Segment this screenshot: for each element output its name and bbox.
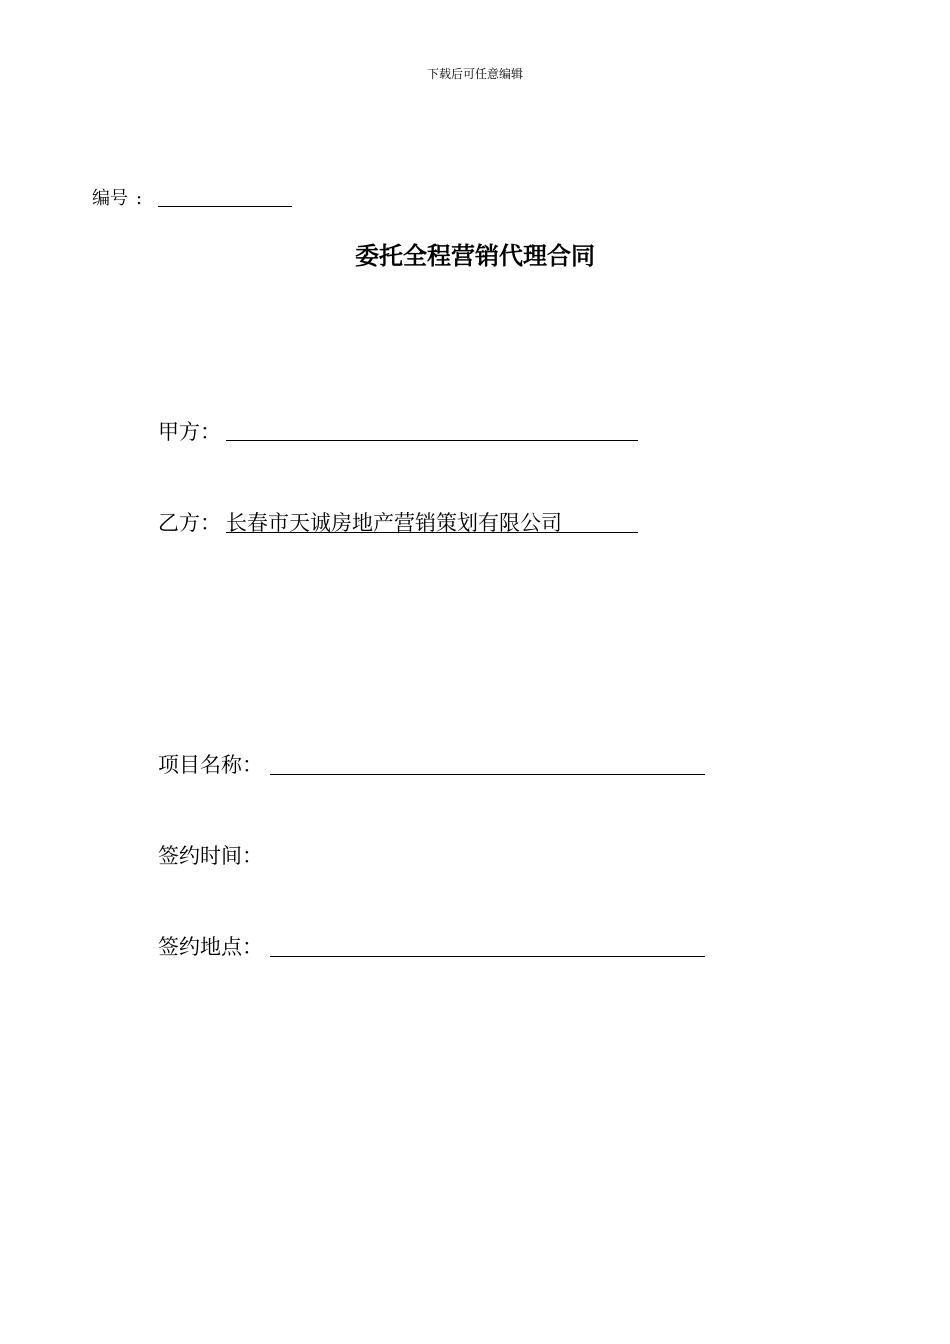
serial-colon: : xyxy=(136,188,143,209)
header-note: 下载后可任意编辑 xyxy=(426,67,523,81)
document-title: 委托全程营销代理合同 xyxy=(355,242,595,270)
project-name-label: 项目名称： xyxy=(158,753,263,777)
party-b-value: 长春市天诚房地产营销策划有限公司 xyxy=(226,511,562,535)
party-b-field-line[interactable] xyxy=(226,532,638,533)
party-b-label: 乙方： xyxy=(158,511,221,535)
sign-time-label: 签约时间： xyxy=(158,844,263,868)
serial-field-line[interactable] xyxy=(158,206,292,207)
serial-label: 编号 xyxy=(92,188,128,209)
sign-place-label: 签约地点： xyxy=(158,935,263,959)
project-name-field-line[interactable] xyxy=(270,774,705,775)
party-a-field-line[interactable] xyxy=(226,440,638,441)
sign-place-field-line[interactable] xyxy=(270,956,705,957)
party-a-label: 甲方： xyxy=(158,420,221,444)
